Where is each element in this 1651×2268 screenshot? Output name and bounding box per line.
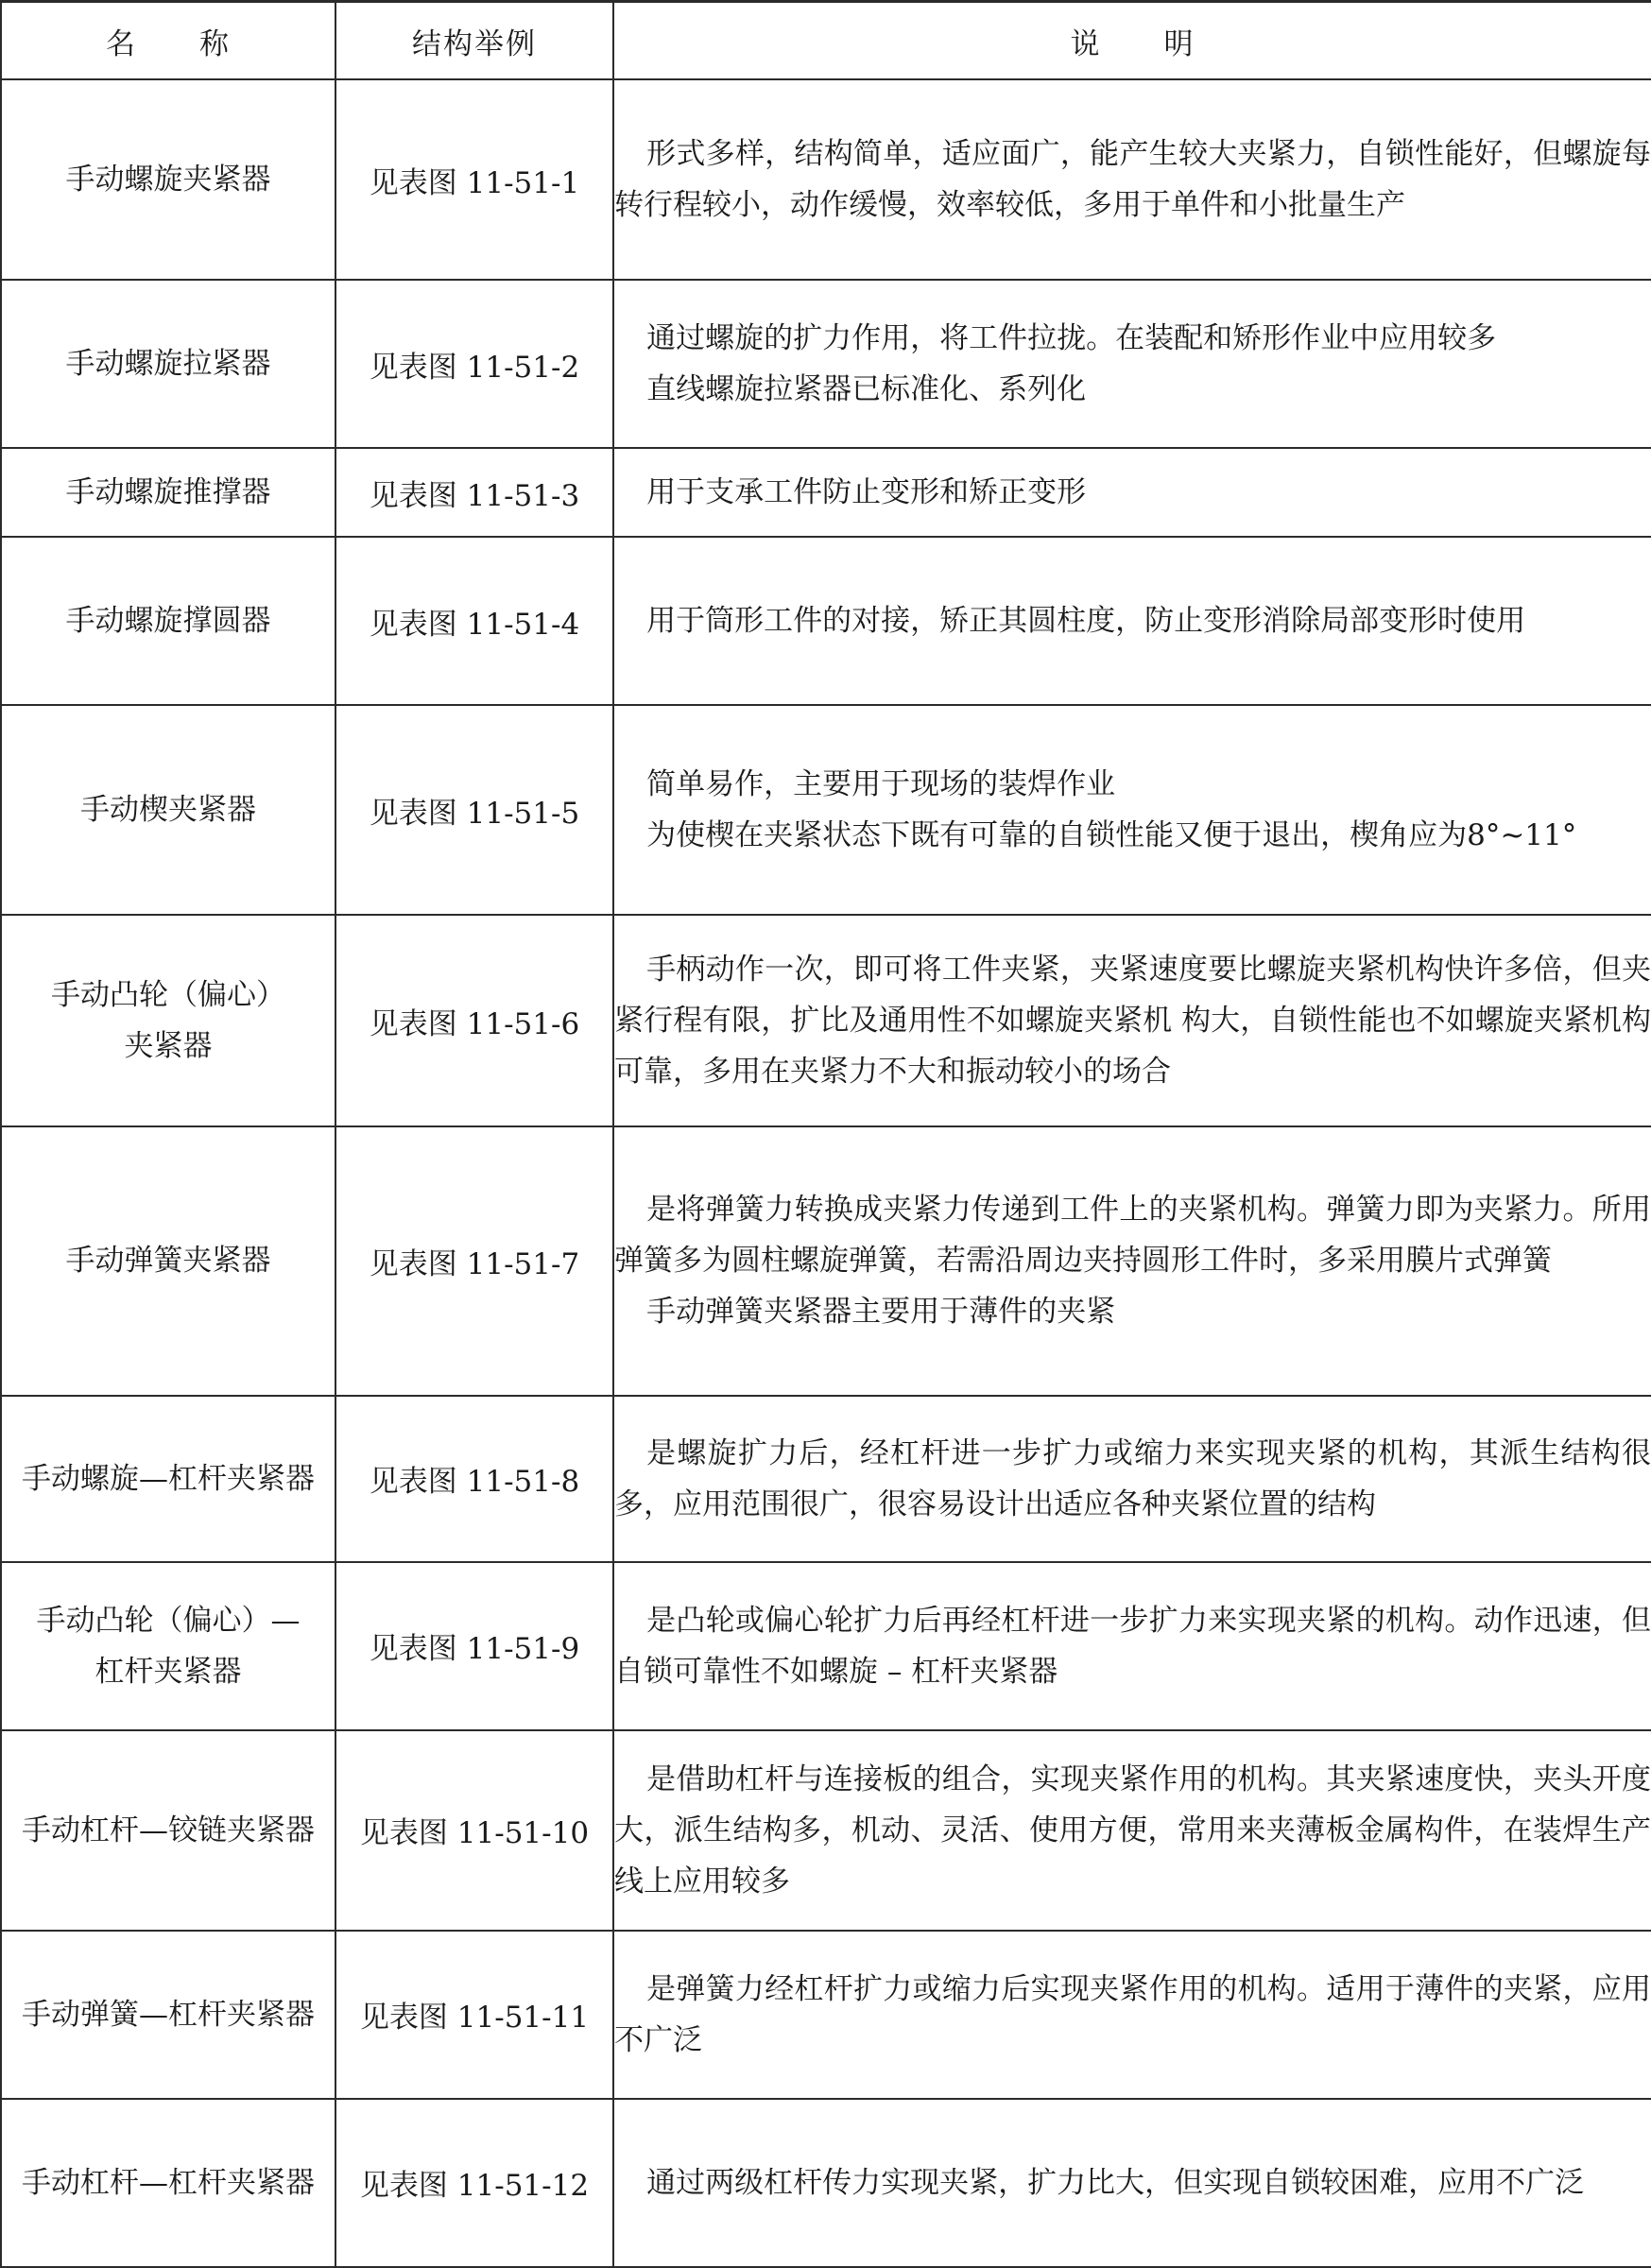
table-header-row xyxy=(1,2,1651,80)
description-cell xyxy=(613,1126,1651,1395)
header-name: 名 称 xyxy=(1,2,335,80)
clamp-name-cell: 手动螺旋推撑器 xyxy=(1,448,335,537)
description-paragraph: 是弹簧力经杠杆扩力或缩力后实现夹紧作用的机构。适用于薄件的夹紧，应用不广泛 xyxy=(614,1971,1651,2057)
description-paragraph: 用于筒形工件的对接，矫正其圆柱度，防止变形消除局部变形时使用 xyxy=(646,604,1526,639)
description-cell xyxy=(613,705,1651,915)
description-paragraph: 手柄动作一次，即可将工件夹紧，夹紧速度要比螺旋夹紧机构快许多倍，但夹紧行程有限，扩比及通用性不如螺旋夹紧机 构大，自锁性能也不如螺旋夹紧机构可靠，多用在夹紧力不大和振动较小的场合 xyxy=(614,953,1651,1090)
clamp-name-line: 杠杆夹紧器 xyxy=(95,1654,242,1689)
description-cell xyxy=(613,448,1651,537)
clamp-name-cell: 手动弹簧夹紧器 xyxy=(1,1126,335,1395)
description-cell xyxy=(613,280,1651,448)
figure-reference-cell: 见表图 11-51-5 xyxy=(335,705,613,915)
header-example: 结构举例 xyxy=(335,2,613,80)
figure-reference-cell: 见表图 11-51-11 xyxy=(335,1931,613,2099)
clamp-name-cell: 手动螺旋拉紧器 xyxy=(1,280,335,448)
clamp-name-cell: 手动杠杆—杠杆夹紧器 xyxy=(1,2099,335,2267)
clamp-name-cell: 手动弹簧—杠杆夹紧器 xyxy=(1,1931,335,2099)
description-paragraph: 是螺旋扩力后，经杠杆进一步扩力或缩力来实现夹紧的机构，其派生结构很多，应用范围很广，很容易设计出适应各种夹紧位置的结构 xyxy=(614,1435,1651,1521)
table-body xyxy=(1,79,1651,2267)
description-cell xyxy=(613,1931,1651,2099)
figure-reference-cell: 见表图 11-51-10 xyxy=(335,1730,613,1931)
header-description: 说 明 xyxy=(613,2,1651,80)
clamp-name-line: 手动凸轮（偏心） xyxy=(51,978,285,1013)
clamp-name-cell xyxy=(1,1562,335,1730)
description-cell xyxy=(613,1730,1651,1931)
table-row xyxy=(1,537,1651,705)
table-row xyxy=(1,79,1651,280)
table-row xyxy=(1,1730,1651,1931)
description-paragraph: 为使楔在夹紧状态下既有可靠的自锁性能又便于退出，楔角应为8°~11° xyxy=(646,818,1577,853)
figure-reference-cell: 见表图 11-51-2 xyxy=(335,280,613,448)
description-cell xyxy=(613,2099,1651,2267)
figure-reference-cell: 见表图 11-51-1 xyxy=(335,79,613,280)
figure-reference-cell: 见表图 11-51-7 xyxy=(335,1126,613,1395)
description-cell xyxy=(613,915,1651,1126)
figure-reference-cell: 见表图 11-51-8 xyxy=(335,1396,613,1562)
table-row xyxy=(1,1562,1651,1730)
description-paragraph: 是将弹簧力转换成夹紧力传递到工件上的夹紧机构。弹簧力即为夹紧力。所用弹簧多为圆柱螺旋弹簧，若需沿周边夹持圆形工件时，多采用膜片式弹簧 xyxy=(614,1193,1651,1279)
clamp-name-line: 夹紧器 xyxy=(124,1029,213,1064)
table-row xyxy=(1,448,1651,537)
figure-reference-cell: 见表图 11-51-12 xyxy=(335,2099,613,2267)
figure-reference-cell: 见表图 11-51-6 xyxy=(335,915,613,1126)
clamp-name-cell xyxy=(1,915,335,1126)
description-cell xyxy=(613,79,1651,280)
clamp-name-line: 手动凸轮（偏心）— xyxy=(36,1603,301,1638)
clamp-name-cell: 手动螺旋撑圆器 xyxy=(1,537,335,705)
figure-reference-cell: 见表图 11-51-4 xyxy=(335,537,613,705)
description-paragraph: 直线螺旋拉紧器已标准化、系列化 xyxy=(646,372,1087,407)
description-cell xyxy=(613,537,1651,705)
description-paragraph: 通过螺旋的扩力作用，将工件拉拢。在装配和矫形作业中应用较多 xyxy=(646,321,1497,356)
table-row xyxy=(1,1396,1651,1562)
description-paragraph: 形式多样，结构简单，适应面广，能产生较大夹紧力，自锁性能好，但螺旋每转行程较小，动作缓慢，效率较低，多用于单件和小批量生产 xyxy=(614,137,1651,223)
table-row xyxy=(1,2099,1651,2267)
description-paragraph: 用于支承工件防止变形和矫正变形 xyxy=(646,475,1087,510)
description-paragraph: 是凸轮或偏心轮扩力后再经杠杆进一步扩力来实现夹紧的机构。动作迅速，但自锁可靠性不如螺旋 – 杠杆夹紧器 xyxy=(614,1603,1651,1689)
description-paragraph: 简单易作，主要用于现场的装焊作业 xyxy=(646,767,1116,802)
clamp-name-cell: 手动螺旋—杠杆夹紧器 xyxy=(1,1396,335,1562)
description-paragraph: 手动弹簧夹紧器主要用于薄件的夹紧 xyxy=(646,1295,1116,1330)
clamp-name-cell: 手动杠杆—铰链夹紧器 xyxy=(1,1730,335,1931)
figure-reference-cell: 见表图 11-51-9 xyxy=(335,1562,613,1730)
description-paragraph: 是借助杠杆与连接板的组合，实现夹紧作用的机构。其夹紧速度快，夹头开度大，派生结构多，机动、灵活、使用方便，常用来夹薄板金属构件，在装焊生产线上应用较多 xyxy=(614,1761,1651,1899)
table-row xyxy=(1,915,1651,1126)
table-row xyxy=(1,1126,1651,1395)
description-cell xyxy=(613,1562,1651,1730)
table-row xyxy=(1,280,1651,448)
clamp-name-cell: 手动楔夹紧器 xyxy=(1,705,335,915)
table-row xyxy=(1,705,1651,915)
clamp-name-cell: 手动螺旋夹紧器 xyxy=(1,79,335,280)
table-row xyxy=(1,1931,1651,2099)
description-paragraph: 通过两级杠杆传力实现夹紧，扩力比大，但实现自锁较困难，应用不广泛 xyxy=(646,2165,1585,2200)
description-cell xyxy=(613,1396,1651,1562)
figure-reference-cell: 见表图 11-51-3 xyxy=(335,448,613,537)
